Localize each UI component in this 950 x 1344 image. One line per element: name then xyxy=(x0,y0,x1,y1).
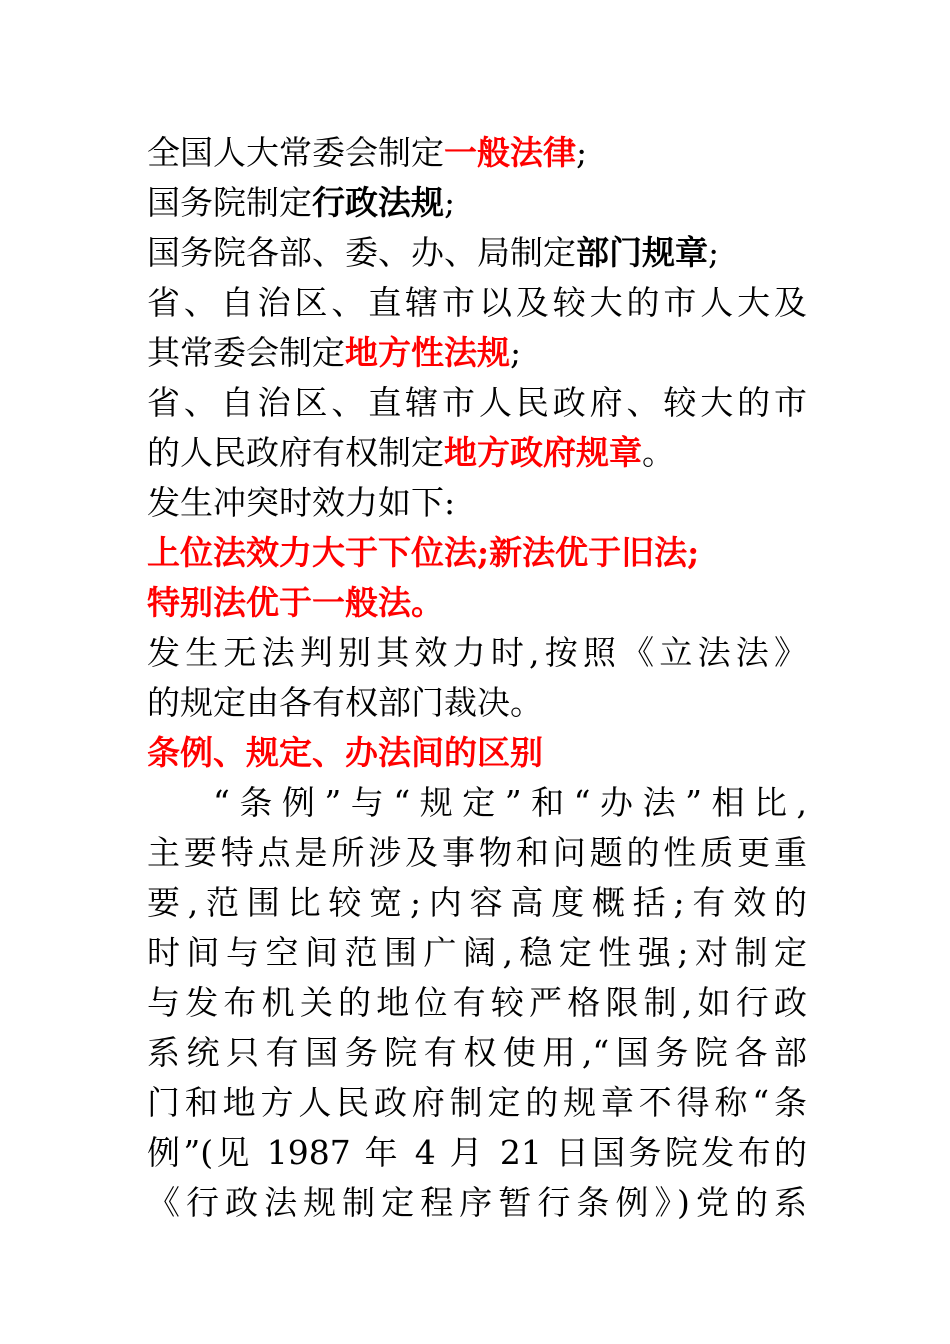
bold-term: 部门规章 xyxy=(576,233,708,272)
bold-term: 行政法规 xyxy=(312,183,444,222)
paragraph-line: 时间与空间范围广阔,稳定性强;对制定 xyxy=(147,933,807,972)
text-line: 发生冲突时效力如下: xyxy=(147,483,456,522)
text-line: 省、自治区、直辖市以及较大的市人大及 xyxy=(147,283,807,322)
rule-heading: 上位法效力大于下位法;新法优于旧法; xyxy=(147,533,700,572)
section-heading: 条例、规定、办法间的区别 xyxy=(147,733,543,772)
paragraph-line: “条例”与“规定”和“办法”相比, xyxy=(213,783,807,822)
paragraph-line: 系统只有国务院有权使用,“国务院各部 xyxy=(147,1033,807,1072)
text-line: 省、自治区、直辖市人民政府、较大的市 xyxy=(147,383,807,422)
paragraph-line: 《行政法规制定程序暂行条例》)党的系 xyxy=(147,1183,807,1222)
paragraph-line: 例”(见 1987 年 4 月 21 日国务院发布的 xyxy=(147,1133,807,1172)
text-line: 全国人大常委会制定一般法律; xyxy=(147,133,588,172)
highlight-term: 地方政府规章 xyxy=(444,433,642,472)
paragraph-line: 主要特点是所涉及事物和问题的性质更重 xyxy=(147,833,807,872)
rule-heading: 特别法优于一般法。 xyxy=(147,583,444,622)
paragraph-line: 与发布机关的地位有较严格限制,如行政 xyxy=(147,983,807,1022)
text-line: 的规定由各有权部门裁决。 xyxy=(147,683,543,722)
text-line: 国务院制定行政法规; xyxy=(147,183,456,222)
highlight-term: 地方性法规 xyxy=(345,333,510,372)
text-line: 发生无法判别其效力时,按照《立法法》 xyxy=(147,633,807,672)
paragraph-line: 门和地方人民政府制定的规章不得称“条 xyxy=(147,1083,807,1122)
highlight-term: 一般法律 xyxy=(444,133,576,172)
text-line: 的人民政府有权制定地方政府规章。 xyxy=(147,433,675,472)
text-line: 其常委会制定地方性法规; xyxy=(147,333,522,372)
text-line: 国务院各部、委、办、局制定部门规章; xyxy=(147,233,720,272)
document-page xyxy=(147,128,807,1228)
paragraph-line: 要,范围比较宽;内容高度概括;有效的 xyxy=(147,883,807,922)
